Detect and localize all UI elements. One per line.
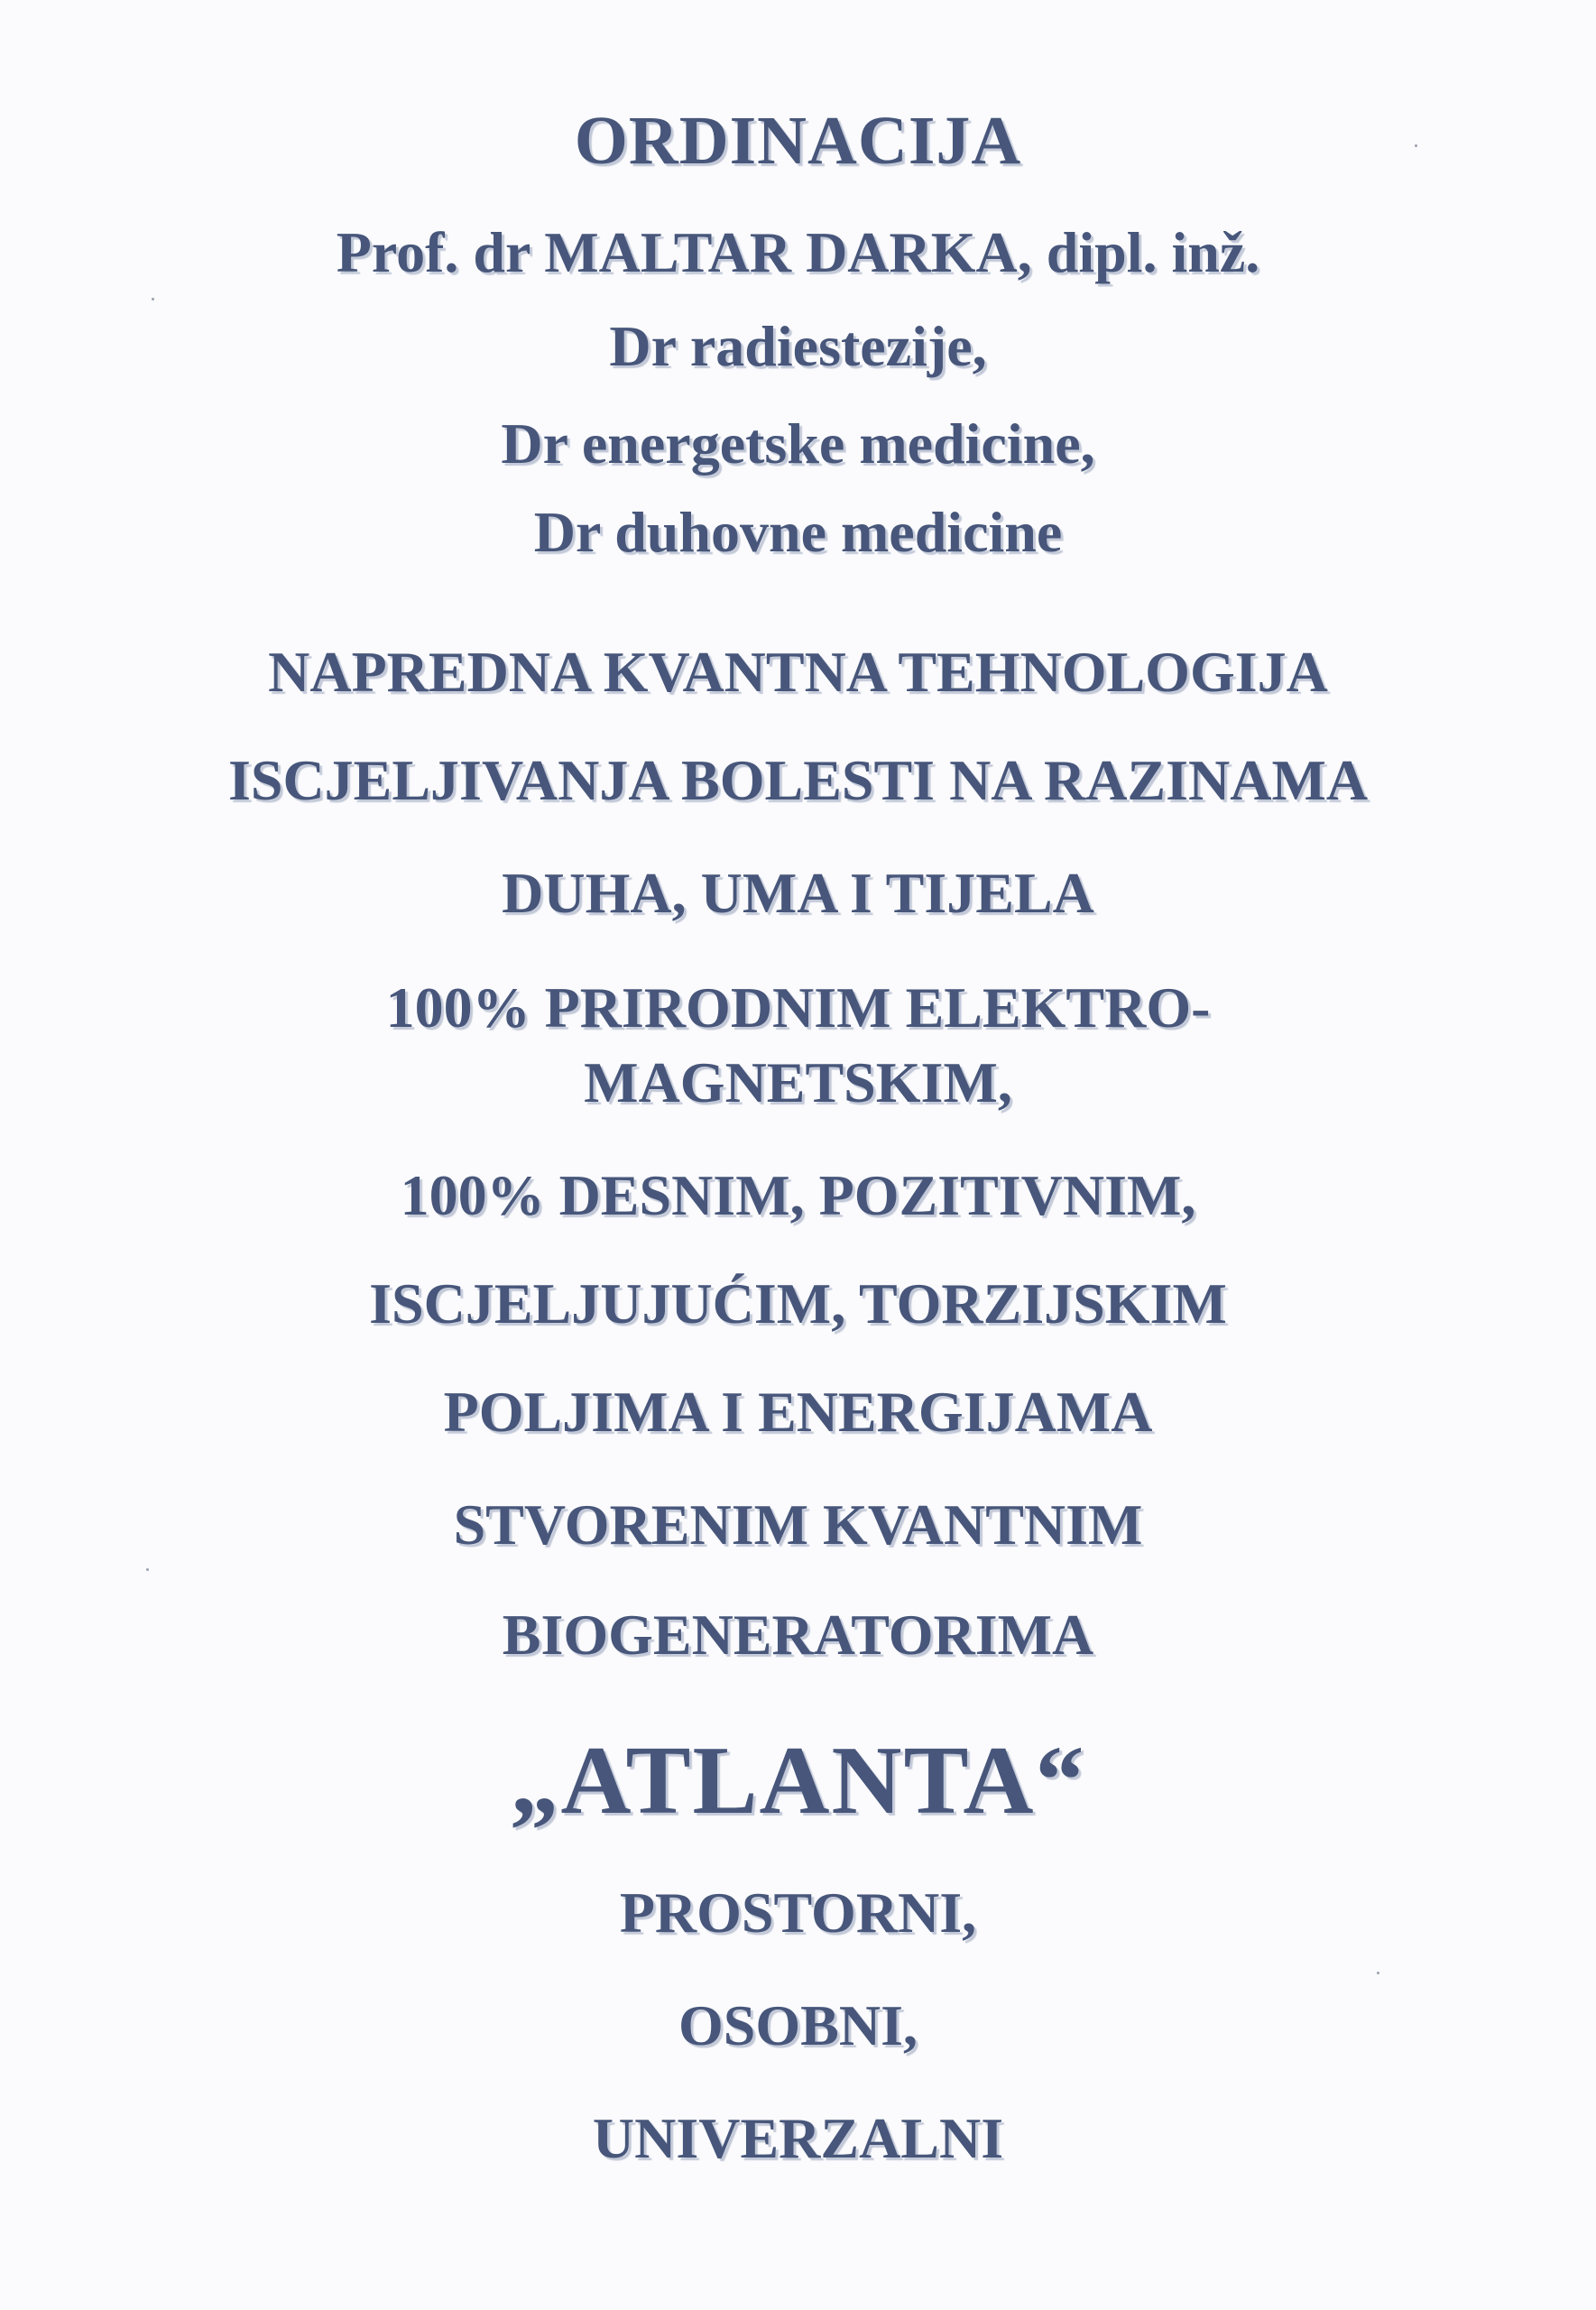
product-name: „ATLANTA“ bbox=[510, 1727, 1086, 1834]
type-universal: UNIVERZALNI bbox=[592, 2106, 1004, 2170]
body-line-2: ISCJELJIVANJA BOLESTI NA RAZINAMA bbox=[227, 748, 1369, 812]
type-spatial: PROSTORNI, bbox=[619, 1880, 977, 1945]
body-line-7: ISCJELJUJUĆIM, TORZIJSKIM bbox=[369, 1271, 1227, 1335]
doctor-title-2: Dr energetske medicine, bbox=[501, 411, 1095, 476]
scan-speck bbox=[1415, 144, 1417, 147]
scan-speck bbox=[1377, 1972, 1379, 1974]
page-title: ORDINACIJA bbox=[574, 103, 1022, 179]
body-line-4: 100% PRIRODNIM ELEKTRO- bbox=[385, 975, 1211, 1040]
doctor-title-1: Dr radiestezije, bbox=[609, 314, 987, 378]
type-personal: OSOBNI, bbox=[678, 1993, 918, 2057]
body-line-5: MAGNETSKIM, bbox=[584, 1050, 1012, 1114]
body-line-3: DUHA, UMA I TIJELA bbox=[502, 861, 1094, 925]
doctor-title-3: Dr duhovne medicine bbox=[533, 500, 1063, 564]
body-line-1: NAPREDNA KVANTNA TEHNOLOGIJA bbox=[268, 640, 1328, 704]
body-line-8: POLJIMA I ENERGIJAMA bbox=[443, 1380, 1153, 1444]
body-line-10: BIOGENERATORIMA bbox=[502, 1603, 1094, 1667]
body-line-6: 100% DESNIM, POZITIVNIM, bbox=[400, 1163, 1196, 1227]
scan-speck bbox=[152, 298, 154, 300]
doctor-name: Prof. dr MALTAR DARKA, dipl. inž. bbox=[336, 220, 1260, 284]
body-line-9: STVORENIM KVANTNIM bbox=[453, 1492, 1143, 1557]
scan-speck bbox=[146, 1568, 149, 1571]
